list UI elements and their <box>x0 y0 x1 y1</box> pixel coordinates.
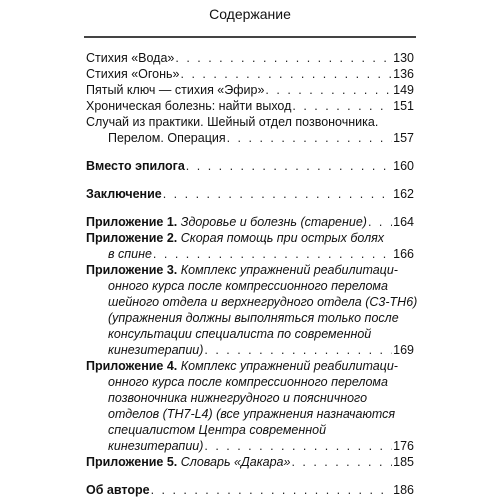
toc-entry-label: Заключение <box>86 187 162 201</box>
toc-line <box>86 114 414 130</box>
toc-line <box>86 246 414 262</box>
toc-entry <box>86 50 414 66</box>
toc-entry <box>86 214 414 230</box>
toc-line <box>86 358 414 374</box>
toc-line <box>86 310 414 326</box>
toc-line <box>86 82 414 98</box>
toc-entry <box>86 82 414 98</box>
toc-line <box>86 130 414 146</box>
toc-entry-text: консультации специалиста по современной <box>108 327 372 341</box>
toc-entry-text: Скорая помощь при острых болях <box>180 231 385 245</box>
leader-dots <box>204 342 392 358</box>
leader-dots <box>175 50 392 66</box>
leader-dots <box>181 66 393 82</box>
toc-entry-text: позвоночника нижнегрудного и поясничного <box>108 391 368 405</box>
toc-line <box>86 374 414 390</box>
toc-line <box>86 482 414 498</box>
toc-line <box>86 390 414 406</box>
toc-page-number: 186 <box>393 483 414 497</box>
toc-line <box>86 454 414 470</box>
leader-dots <box>368 214 392 230</box>
toc-entry-label: Приложение 2. <box>86 231 178 245</box>
toc-entry <box>86 98 414 114</box>
header-rule <box>84 36 416 38</box>
toc-entry-label: Приложение 4. <box>86 359 178 373</box>
leader-dots <box>227 130 393 146</box>
toc-entry-label: Приложение 5. <box>86 455 178 469</box>
toc-entry <box>86 230 414 262</box>
toc-entry-label: Об авторе <box>86 483 150 497</box>
toc-entry-text: Комплекс упражнений реабилитаци- <box>180 359 398 373</box>
toc-line <box>86 406 414 422</box>
toc-entry-text: специалистом Центра современной <box>108 423 327 437</box>
toc-line <box>86 326 414 342</box>
toc-entry <box>86 114 414 146</box>
toc-line <box>86 422 414 438</box>
toc-entry <box>86 358 414 454</box>
table-of-contents <box>86 50 418 498</box>
toc-page-number: 157 <box>393 131 414 145</box>
toc-line <box>86 98 414 114</box>
toc-entry-text: шейного отдела и верхнегрудного отдела (С3-ТН6) <box>108 295 418 309</box>
leader-dots <box>204 438 392 454</box>
toc-entry-text: онного курса после компрессионного перелома <box>108 375 388 389</box>
toc-entry-text: отделов (ТН7-L4) (все упражнения назначаются <box>108 407 396 421</box>
toc-line <box>86 342 414 358</box>
toc-page-number: 160 <box>393 159 414 173</box>
toc-entry <box>86 454 414 470</box>
toc-entry-text: онного курса после компрессионного перелома <box>108 279 388 293</box>
toc-entry-text: Словарь «Дакара» <box>180 455 291 469</box>
toc-page-number: 162 <box>393 187 414 201</box>
toc-line <box>86 66 414 82</box>
toc-line <box>86 278 414 294</box>
toc-page-number: 169 <box>393 343 414 357</box>
toc-entry-text: Комплекс упражнений реабилитаци- <box>180 263 398 277</box>
toc-line <box>86 50 414 66</box>
toc-page-number: 185 <box>393 455 414 469</box>
toc-entry-text: кинезитерапии) <box>108 343 204 357</box>
toc-entry <box>86 482 414 498</box>
toc-page-number: 149 <box>393 83 414 97</box>
toc-line <box>86 438 414 454</box>
toc-entry-text: Перелом. Операция <box>108 131 226 145</box>
toc-line <box>86 158 414 174</box>
leader-dots <box>292 98 392 114</box>
toc-page-number: 164 <box>393 215 414 229</box>
toc-entry-text: Стихия «Вода» <box>86 51 175 65</box>
toc-line <box>86 294 418 310</box>
toc-entry-text: Хроническая болезнь: найти выход <box>86 99 292 113</box>
toc-line <box>86 230 414 246</box>
leader-dots <box>163 186 392 202</box>
toc-page-number: 166 <box>393 247 414 261</box>
toc-line <box>86 214 414 230</box>
toc-line <box>86 186 414 202</box>
toc-page-number: 130 <box>393 51 414 65</box>
toc-line <box>86 262 414 278</box>
toc-entry <box>86 186 414 202</box>
toc-entry-text: кинезитерапии) <box>108 439 204 453</box>
leader-dots <box>291 454 392 470</box>
toc-page-number: 136 <box>393 67 414 81</box>
toc-entry-text: Случай из практики. Шейный отдел позвоночника. <box>86 115 379 129</box>
running-header: Содержание <box>209 6 291 22</box>
toc-entry-label: Приложение 3. <box>86 263 178 277</box>
toc-entry <box>86 66 414 82</box>
toc-entry <box>86 158 414 174</box>
leader-dots <box>151 482 393 498</box>
leader-dots <box>153 246 392 262</box>
toc-entry-text: Здоровье и болезнь (старение) <box>180 215 367 229</box>
toc-entry <box>86 262 418 358</box>
toc-entry-text: в спине <box>108 247 152 261</box>
toc-entry-label: Вместо эпилога <box>86 159 185 173</box>
toc-page-number: 176 <box>393 439 414 453</box>
toc-entry-text: Пятый ключ — стихия «Эфир» <box>86 83 265 97</box>
toc-entry-label: Приложение 1. <box>86 215 178 229</box>
leader-dots <box>265 82 392 98</box>
leader-dots <box>186 158 392 174</box>
toc-page-number: 151 <box>393 99 414 113</box>
toc-entry-text: (упражнения должны выполняться только после <box>108 311 399 325</box>
toc-entry-text: Стихия «Огонь» <box>86 67 180 81</box>
